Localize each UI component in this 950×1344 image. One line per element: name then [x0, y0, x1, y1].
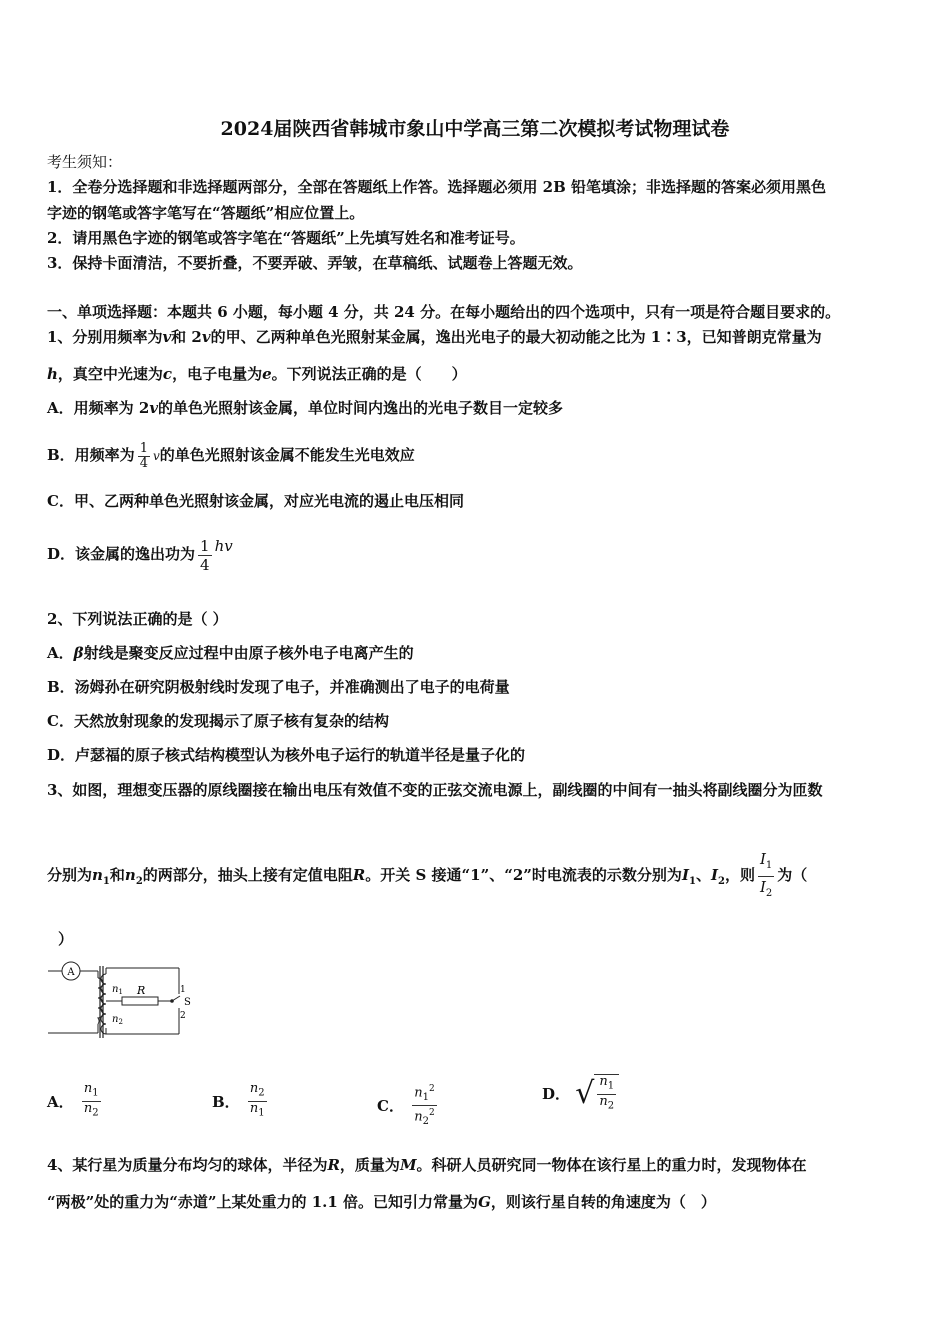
fraction-numerator: [758, 849, 774, 877]
q4-stem-line-2: [47, 1192, 716, 1212]
notice-heading: 考生须知：: [47, 153, 123, 171]
q1-option-d-fraction: [198, 537, 212, 574]
fraction-denominator: [597, 1095, 616, 1114]
q3-i-symbol: I: [759, 849, 766, 868]
q1-text: 。下列说法正确的是（ ）: [271, 365, 467, 383]
q4-text: 4、某行星为质量分布均匀的球体，半径为: [47, 1156, 328, 1174]
fraction-numerator: [82, 1082, 101, 1101]
n-symbol: n: [599, 1074, 608, 1089]
q1-option-b-fraction: [138, 442, 150, 471]
q1-stem-line-2: [47, 364, 467, 384]
transformer-circuit-diagram: [46, 958, 196, 1042]
q3-subscript: 1: [102, 876, 110, 887]
n-symbol: n: [83, 1100, 93, 1116]
subscript: 1: [422, 1091, 429, 1103]
option-label: D．: [542, 1085, 571, 1104]
subscript: 1: [258, 1107, 265, 1119]
q4-text: ，则该行星自转的角速度为（ ）: [490, 1193, 716, 1211]
q1-stem-line-1: [47, 327, 822, 347]
q3-subscript: 1: [765, 859, 773, 871]
radical-sign-icon: √: [575, 1076, 595, 1112]
fraction-numerator: 1: [200, 536, 210, 555]
q2-option-b: B．汤姆孙在研究阴极射线时发现了电子，并准确测出了电子的电荷量: [47, 678, 510, 696]
q2-option-a-text: A．: [47, 644, 74, 662]
switch-position-2-label: 2: [180, 1011, 186, 1021]
q2-option-a-text: 射线是聚变反应过程中由原子核外电子电离产生的: [83, 644, 414, 662]
q1-option-b-text: B．用频率为: [47, 446, 135, 464]
q4-g-symbol: G: [478, 1193, 491, 1211]
n-symbol: n: [599, 1093, 608, 1109]
n-symbol: n: [249, 1081, 259, 1096]
q3-subscript: 2: [717, 876, 725, 887]
q1-text: 和 2: [171, 328, 202, 346]
q3-option-c-fraction: [412, 1082, 436, 1129]
option-label: A．: [47, 1092, 74, 1111]
q3-text: ，则: [724, 866, 755, 884]
q3-text: 、: [695, 866, 711, 884]
fraction-denominator: 4: [139, 455, 148, 471]
q3-option-d-square-root: [575, 1074, 619, 1113]
n2-label: $n_2$: [112, 1014, 123, 1026]
q3-subscript: 2: [135, 876, 143, 887]
q1-hv-symbol: hv: [214, 537, 233, 555]
subscript: 1: [607, 1080, 615, 1092]
n-symbol: n: [249, 1100, 259, 1116]
radicand: [594, 1074, 619, 1113]
fraction-numerator: [597, 1075, 616, 1095]
fraction-denominator: [758, 877, 774, 904]
q3-current-ratio-fraction: [758, 849, 774, 904]
subscript: 2: [607, 1100, 615, 1112]
q3-option-b: [212, 1082, 270, 1132]
q4-text: ，质量为: [339, 1156, 400, 1174]
notice-item-1-line-2: 字迹的钢笔或答字笔写在“答题纸”相应位置上。: [47, 204, 365, 222]
fraction-denominator: 4: [200, 555, 210, 574]
option-label: B．: [212, 1092, 240, 1111]
fraction-denominator: [412, 1105, 436, 1129]
q3-option-b-fraction: [248, 1082, 267, 1120]
q1-text: 的甲、乙两种单色光照射某金属，逸出光电子的最大初动能之比为 1∶3，已知普朗克常量为: [210, 328, 822, 346]
q1-option-a-text: 的单色光照射该金属，单位时间内逸出的光电子数目一定较多: [158, 399, 564, 417]
n1-label: $n_1$: [112, 984, 123, 996]
q4-text: “两极”处的重力为“赤道”上某处重力的 1.1 倍。已知引力常量为: [47, 1193, 479, 1211]
q3-text: 为（: [777, 866, 808, 884]
superscript: 2: [428, 1084, 435, 1094]
fraction-numerator: 1: [139, 440, 148, 456]
notice-item-2: 2．请用黑色字迹的钢笔或答字笔在“答题纸”上先填写姓名和准考证号。: [47, 229, 525, 247]
superscript: 2: [428, 1107, 435, 1118]
q3-text: 分别为: [47, 866, 93, 884]
q1-text: ，真空中光速为: [57, 365, 163, 383]
q2-option-d: D．卢瑟福的原子核式结构模型认为核外电子运行的轨道半径是量子化的: [47, 746, 526, 764]
q3-i-symbol: I: [759, 877, 766, 896]
subscript: 2: [258, 1087, 265, 1099]
q1-option-b-text: 的单色光照射该金属不能发生光电效应: [159, 446, 415, 464]
fraction-denominator: [248, 1101, 267, 1121]
subscript: 2: [422, 1115, 429, 1127]
q3-stem-line-2: [47, 848, 807, 909]
n-symbol: n: [414, 1109, 423, 1125]
q3-n-symbol: n: [92, 866, 103, 884]
q2-option-c: C．天然放射现象的发现揭示了原子核有复杂的结构: [47, 712, 389, 730]
q1-nu-symbol: v: [149, 399, 159, 417]
q3-text: 。开关 S 接通“1”、“2”时电流表的示数分别为: [365, 866, 682, 884]
subscript: 2: [92, 1107, 99, 1119]
q3-subscript: 2: [765, 887, 773, 899]
q1-text: 1、分别用频率为: [47, 328, 163, 346]
q3-option-d-fraction: [597, 1075, 616, 1113]
q2-beta-symbol: β: [73, 644, 84, 662]
q4-m-symbol: M: [399, 1156, 417, 1174]
fraction-numerator: [248, 1082, 267, 1101]
n-symbol: n: [83, 1081, 93, 1096]
switch-label: S: [184, 997, 191, 1008]
q1-h-symbol: h: [47, 365, 58, 383]
q1-text: ，电子电量为: [172, 365, 263, 383]
ammeter-label: A: [67, 967, 75, 978]
subscript: 1: [92, 1087, 99, 1099]
q1-option-b: [47, 437, 415, 474]
q1-option-c: C．甲、乙两种单色光照射该金属，对应光电流的遏止电压相同: [47, 492, 464, 510]
q3-option-d: [542, 1074, 619, 1124]
q3-text: 和: [109, 866, 125, 884]
option-label: C．: [377, 1096, 404, 1115]
q1-nu-symbol: v: [152, 449, 160, 463]
q3-i-symbol: I: [681, 866, 689, 884]
q3-i-symbol: I: [710, 866, 718, 884]
q3-text: 的两部分，抽头上接有定值电阻: [142, 866, 353, 884]
q2-stem: 2、下列说法正确的是（ ）: [47, 610, 228, 628]
q3-r-symbol: R: [352, 866, 366, 884]
q1-option-d: [47, 526, 233, 574]
q3-option-a: [47, 1082, 104, 1132]
q3-n-symbol: n: [124, 866, 136, 884]
q3-option-a-fraction: [82, 1082, 101, 1120]
notice-item-3: 3．保持卡面清洁，不要折叠，不要弄破、弄皱，在草稿纸、试题卷上答题无效。: [47, 254, 583, 272]
q4-stem-line-1: [47, 1155, 807, 1175]
switch-position-1-label: 1: [180, 985, 186, 995]
q3-stem-line-3: ）: [58, 930, 74, 948]
fraction-numerator: [412, 1082, 436, 1105]
q2-option-a: [47, 643, 414, 663]
q1-nu-symbol: v: [162, 328, 172, 346]
section-1-heading: 一、单项选择题：本题共 6 小题，每小题 4 分，共 24 分。在每小题给出的四个选项中，只有一项是符合题目要求的。: [47, 303, 841, 321]
q1-nu-symbol: v: [201, 328, 211, 346]
q1-c-symbol: c: [162, 365, 173, 383]
q3-subscript: 1: [688, 876, 696, 887]
fraction-denominator: [82, 1101, 101, 1121]
q3-stem-line-1: 3、如图，理想变压器的原线圈接在输出电压有效值不变的正弦交流电源上，副线圈的中间有一抽头将副线圈分为匝数: [47, 781, 823, 799]
n-symbol: n: [414, 1085, 423, 1101]
exam-title: 2024届陕西省韩城市象山中学高三第二次模拟考试物理试卷: [220, 118, 730, 140]
q1-e-symbol: e: [262, 365, 272, 383]
resistor-label: R: [137, 984, 146, 997]
q4-text: 。科研人员研究同一物体在该行星上的重力时，发现物体在: [416, 1156, 807, 1174]
q1-option-a-text: A．用频率为 2: [47, 399, 150, 417]
notice-item-1-line-1: 1．全卷分选择题和非选择题两部分，全部在答题纸上作答。选择题必须用 2B 铅笔填涂；非选择题的答案必须用黑色: [47, 178, 827, 196]
q1-option-d-text: D．该金属的逸出功为: [47, 545, 196, 563]
q4-r-symbol: R: [327, 1156, 340, 1174]
q3-option-c: [377, 1082, 440, 1132]
q1-option-a: [47, 398, 563, 418]
